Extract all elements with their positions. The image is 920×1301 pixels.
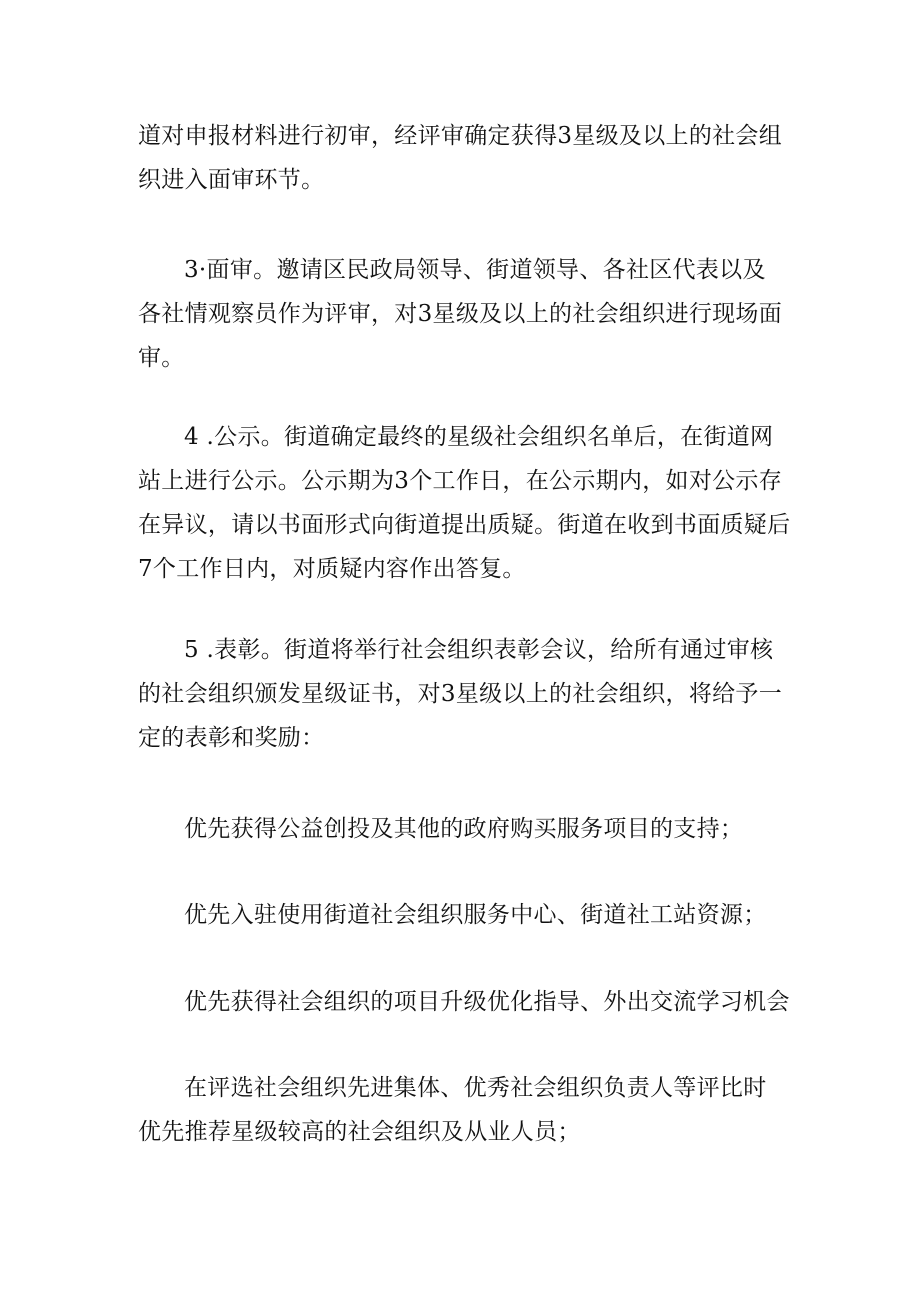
- text-line: 优先获得社会组织的项目升级优化指导、外出交流学习机会: [184, 989, 790, 1015]
- text-line: 3·面审。邀请区民政局领导、街道领导、各社区代表以及: [184, 257, 766, 283]
- paragraph-priority-guidance: [138, 980, 788, 1024]
- paragraph-priority-service-center: [138, 893, 788, 937]
- text-line: 站上进行公示。公示期为3个工作日，在公示期内，如对公示存: [138, 468, 783, 494]
- paragraph-interview-review: [138, 248, 788, 380]
- text-line: 审。: [138, 345, 185, 371]
- text-line: 优先推荐星级较高的社会组织及从业人员；: [138, 1119, 581, 1145]
- text-line: 4 .公示。街道确定最终的星级社会组织名单后，在街道网: [184, 424, 774, 450]
- paragraph-priority-recommendation: [138, 1066, 788, 1154]
- text-line: 在评选社会组织先进集体、优秀社会组织负责人等评比时: [184, 1075, 767, 1101]
- text-line: 道对申报材料进行初审，经评审确定获得3星级及以上的社会组: [138, 123, 783, 149]
- text-line: 7个工作日内，对质疑内容作出答复。: [138, 556, 526, 582]
- text-line: 优先入驻使用街道社会组织服务中心、街道社工站资源；: [184, 902, 767, 928]
- text-line: 织进入面审环节。: [138, 167, 325, 193]
- text-line: 在异议，请以书面形式向街道提出质疑。街道在收到书面质疑后: [138, 512, 791, 538]
- text-line: 的社会组织颁发星级证书，对3星级以上的社会组织，将给予一: [138, 681, 783, 707]
- paragraph-initial-review: [138, 114, 788, 202]
- paragraph-priority-funding: [138, 807, 788, 851]
- paragraph-public-notice: [138, 415, 791, 591]
- text-line: 5 .表彰。街道将举行社会组织表彰会议，给所有通过审核: [184, 637, 774, 663]
- text-line: 定的表彰和奖励：: [138, 725, 325, 751]
- text-line: 各社情观察员作为评审，对3星级及以上的社会组织进行现场面: [138, 301, 783, 327]
- paragraph-commendation: [138, 628, 788, 760]
- text-line: 优先获得公益创投及其他的政府购买服务项目的支持；: [184, 816, 744, 842]
